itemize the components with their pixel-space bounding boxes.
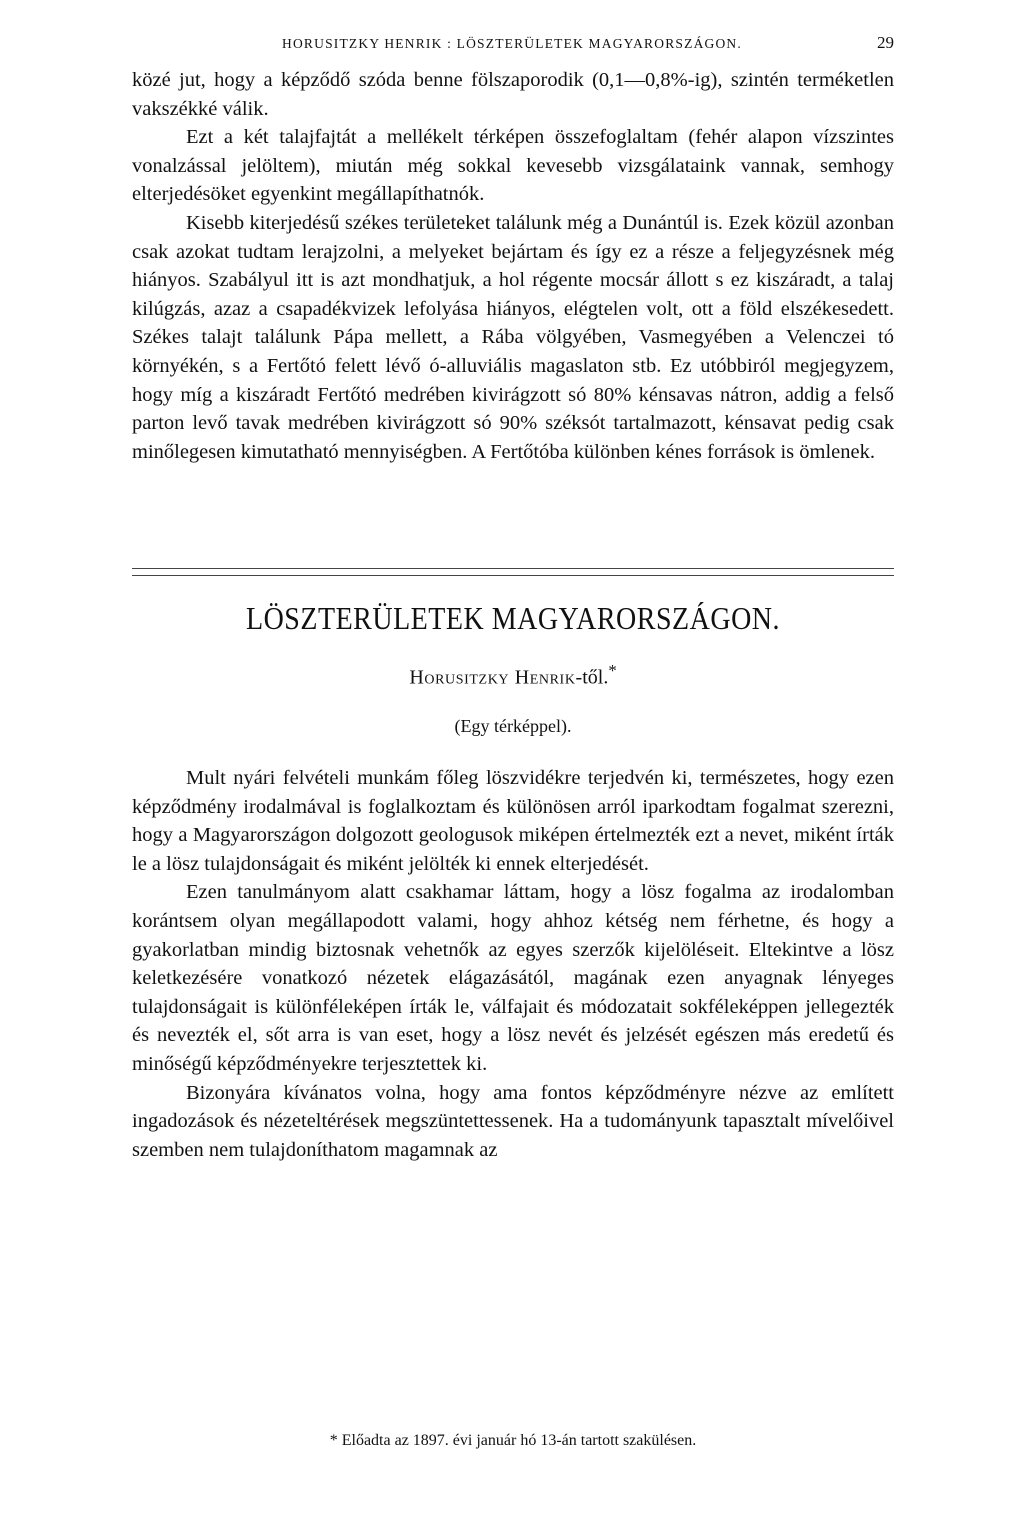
- footnote-marker: *: [608, 661, 617, 680]
- section-separator: [132, 568, 894, 576]
- paragraph: Ezt a két talajfajtát a mellékelt térképen összefoglaltam (fehér alapon vízszintes vonalzással jelöltem), miután még sokkal kevesebb vizsgálataink vannak, semhogy elterjedésöket egyenkint megállapíthatnók.: [132, 126, 894, 206]
- paragraph: Kisebb kiterjedésű székes területeket találunk még a Dunántúl is. Ezek közül azonban csak azokat tudtam lerajzolni, a melyeket bejártam és így ez a része a feljegyzésnek még hiányos. Szabályul itt is azt mondhatjuk, a hol régente mocsár állott s ez kiszáradt, a talaj kilúgzás, azaz a csapadékvizek lefolyása hiányos, elégtelen volt, ott a föld elszékesedett. Székes talajt találunk Pápa mellett, a Rába völgyében, Vasmegyében a Velenczei tó környékén, s a Fertőtó felett lévő ó-alluviális magaslaton stb. Ez utóbbiról megjegyzem, hogy míg a kiszáradt Fertőtó medrében kivirágzott só 80% kénsavas nátron, addig a felső parton levő tavak medrében kivirágzott só 90% széksót tartalmazott, kénsavat pedig csak minőlegesen kimutatható mennyiségben. A Fertőtóba különben kénes források is ömlenek.: [132, 211, 894, 463]
- author-line: [132, 661, 894, 690]
- paragraph: Bizonyára kívánatos volna, hogy ama fontos képződményre nézve az említett ingadozások és nézeteltérések megszüntettessenek. Ha a tudományunk tapasztalt mívelőivel szemben nem tulajdoníthatom magamnak az: [132, 1081, 894, 1161]
- continued-text-block: [132, 66, 894, 466]
- paragraph: Ezen tanulmányom alatt csakhamar láttam, hogy a lösz fogalma az irodalomban korántsem olyan megállapodott valami, hogy ahhoz kétség nem férhetne, és hogy a gyakorlatban mindig biztosnak vehetnők az egyes szerzők kijelöléseit. Eltekintve a lösz keletkezésére vonatkozó nézetek elágazásától, magának ezen anyagnak lényeges tulajdonságait is különféleképen írták le, válfajait és módozatait sokféleképpen jellegezték és nevezték el, sőt arra is van eset, hogy a lösz nevét és jelzését egészen más eredetű és minőségű képződményekre terjesztettek ki.: [132, 881, 894, 1075]
- author-suffix: -től.: [575, 666, 609, 689]
- article-subtitle: (Egy térképpel).: [454, 716, 572, 736]
- paragraph: közé jut, hogy a képződő szóda benne fölszaporodik (0,1—0,8%-ig), szintén terméketlen vakszékké válik.: [132, 69, 894, 120]
- article-title: LÖSZTERÜLETEK MAGYARORSZÁGON.: [245, 602, 781, 637]
- author-name: Horusitzky Henrik: [409, 666, 576, 689]
- paragraph: Mult nyári felvételi munkám főleg löszvidékre terjedvén ki, természetes, hogy ezen képződmény irodalmával is foglalkoztam és különösen arról iparkodtam fogalmat szerezni, hogy a Magyarországon dolgozott geologusok miképen értelmezték ezt a nevet, miként írták le a lösz tulajdonságait és miként jelölték ki ennek elterjedését.: [132, 767, 894, 875]
- footnote: * Előadta az 1897. évi január hó 13-án tartott szakülésen.: [329, 1432, 697, 1449]
- article-text-block: [132, 764, 894, 1164]
- page-number: 29: [877, 33, 894, 52]
- running-head: HORUSITZKY HENRIK : LÖSZTERÜLETEK MAGYARORSZÁGON.: [282, 36, 742, 51]
